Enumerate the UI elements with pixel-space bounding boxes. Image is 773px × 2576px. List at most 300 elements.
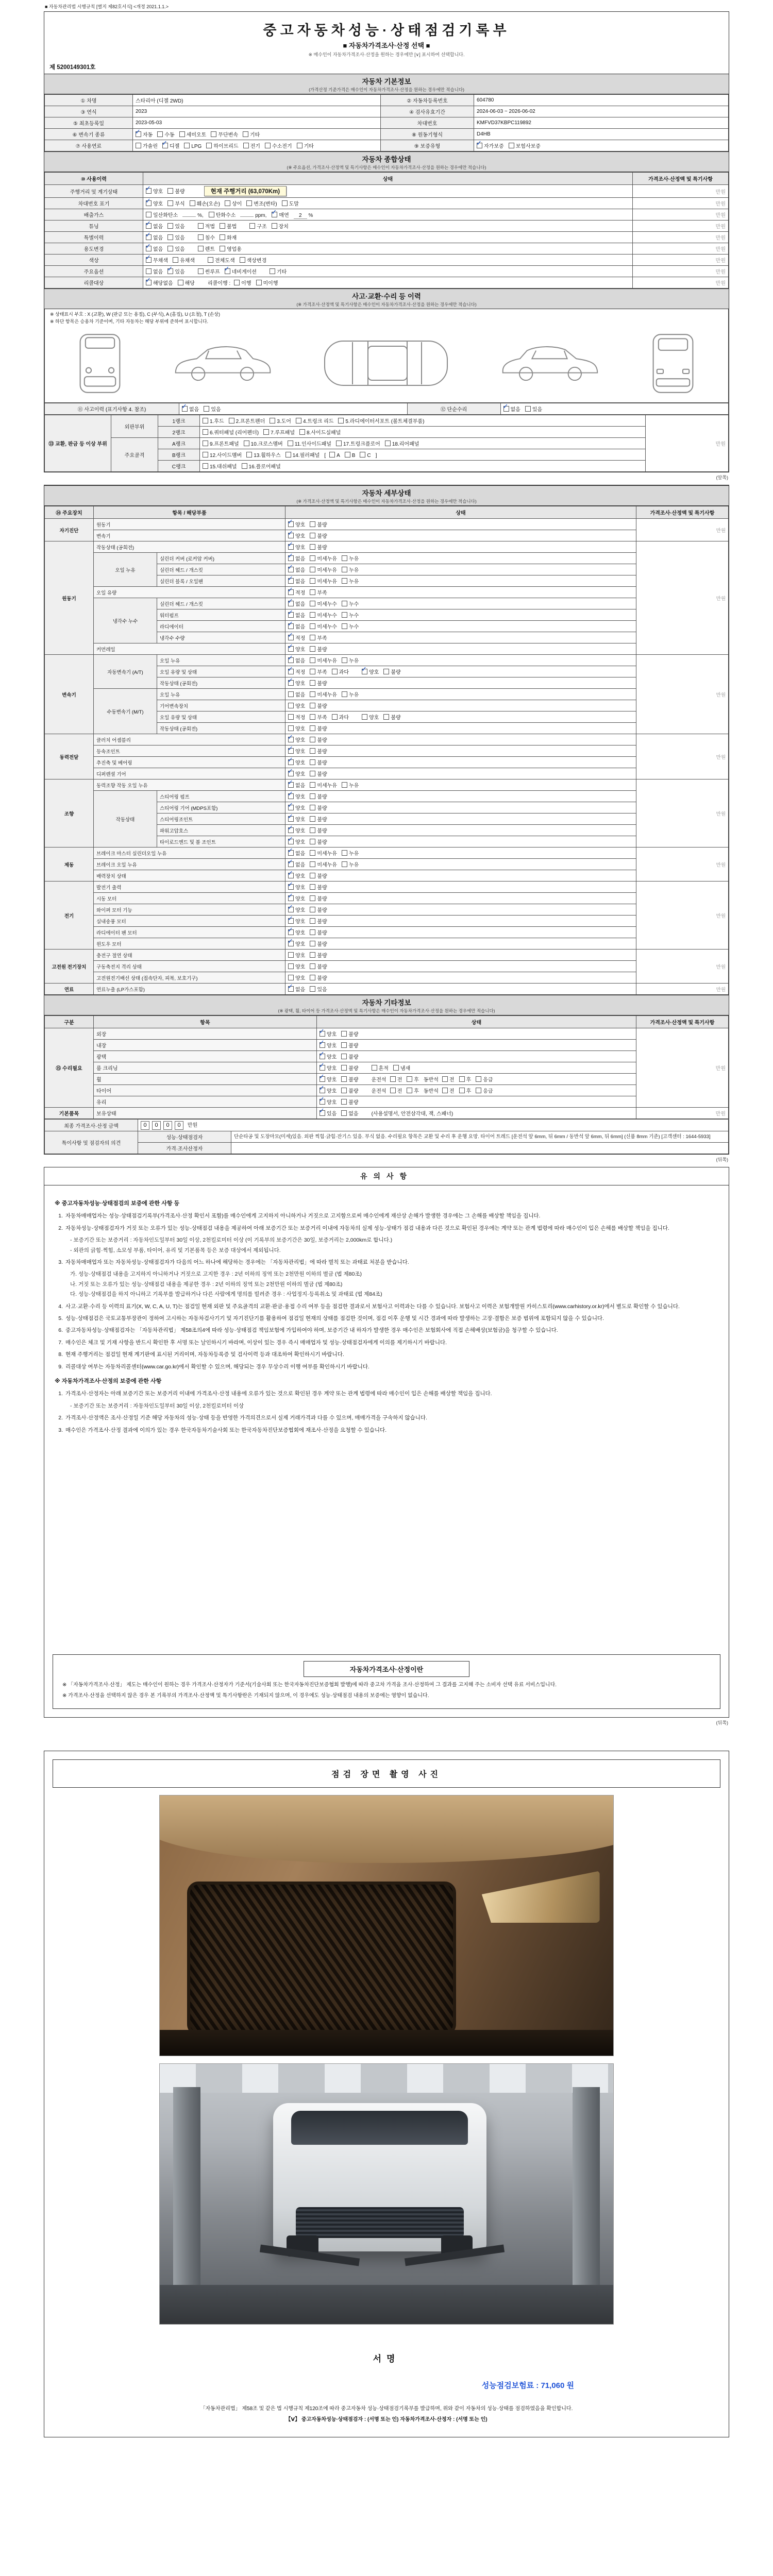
checkbox-icon[interactable]: [203, 440, 208, 446]
checkbox-icon[interactable]: [310, 986, 315, 992]
checkbox-option[interactable]: [198, 233, 215, 241]
checkbox-option[interactable]: [288, 597, 306, 607]
checkbox-option[interactable]: [310, 804, 327, 811]
checkbox-icon[interactable]: [145, 231, 152, 240]
checkbox-option[interactable]: [338, 417, 424, 425]
checkbox-icon[interactable]: [282, 200, 288, 206]
checkbox-icon[interactable]: [318, 1039, 325, 1048]
checkbox-icon[interactable]: [288, 574, 294, 584]
checkbox-icon[interactable]: [288, 914, 294, 924]
checkbox-icon[interactable]: [288, 608, 294, 618]
checkbox-option[interactable]: [342, 577, 359, 585]
checkbox-icon[interactable]: [145, 219, 152, 229]
checkbox-icon[interactable]: [288, 937, 294, 946]
checkbox-icon[interactable]: [173, 257, 178, 263]
checkbox-option[interactable]: [342, 690, 359, 698]
checkbox-option[interactable]: [288, 880, 306, 891]
checkbox-option[interactable]: [145, 276, 173, 286]
checkbox-option[interactable]: [288, 951, 305, 959]
checkbox-option[interactable]: [288, 690, 305, 698]
checkbox-icon[interactable]: [243, 131, 248, 137]
checkbox-option[interactable]: [310, 951, 327, 959]
checkbox-icon[interactable]: [372, 1065, 377, 1071]
checkbox-option[interactable]: [310, 962, 327, 970]
checkbox-option[interactable]: [342, 566, 359, 573]
checkbox-option[interactable]: [329, 452, 340, 459]
checkbox-icon[interactable]: [225, 200, 230, 206]
checkbox-icon[interactable]: [167, 265, 173, 274]
checkbox-icon[interactable]: [181, 402, 188, 412]
checkbox-icon[interactable]: [310, 895, 315, 901]
checkbox-icon[interactable]: [310, 918, 315, 924]
checkbox-option[interactable]: [157, 130, 174, 138]
checkbox-icon[interactable]: [502, 402, 509, 412]
checkbox-icon[interactable]: [244, 440, 249, 446]
checkbox-icon[interactable]: [342, 555, 347, 561]
checkbox-icon[interactable]: [167, 246, 173, 251]
checkbox-icon[interactable]: [383, 669, 389, 674]
checkbox-option[interactable]: [288, 903, 306, 913]
checkbox-icon[interactable]: [310, 601, 315, 606]
checkbox-option[interactable]: [145, 253, 168, 264]
checkbox-option[interactable]: [288, 540, 306, 551]
checkbox-option[interactable]: [310, 815, 327, 823]
checkbox-icon[interactable]: [288, 654, 294, 663]
checkbox-icon[interactable]: [310, 839, 315, 844]
checkbox-icon[interactable]: [341, 1076, 347, 1082]
checkbox-icon[interactable]: [332, 714, 338, 720]
checkbox-option[interactable]: [229, 417, 265, 425]
checkbox-icon[interactable]: [288, 540, 294, 550]
checkbox-option[interactable]: [310, 679, 327, 687]
checkbox-icon[interactable]: [390, 1076, 396, 1082]
checkbox-icon[interactable]: [310, 521, 315, 527]
checkbox-icon[interactable]: [342, 861, 347, 867]
checkbox-option[interactable]: [173, 256, 195, 264]
checkbox-icon[interactable]: [270, 268, 275, 274]
checkbox-option[interactable]: [288, 744, 306, 755]
checkbox-option[interactable]: [341, 1098, 358, 1106]
checkbox-option[interactable]: [341, 1087, 358, 1094]
checkbox-icon[interactable]: [246, 200, 252, 206]
checkbox-option[interactable]: [161, 139, 180, 149]
checkbox-option[interactable]: [310, 758, 327, 766]
checkbox-icon[interactable]: [288, 676, 294, 686]
checkbox-option[interactable]: [310, 645, 327, 653]
checkbox-icon[interactable]: [310, 873, 315, 878]
checkbox-option[interactable]: [341, 1109, 358, 1117]
checkbox-option[interactable]: [310, 611, 337, 619]
checkbox-icon[interactable]: [310, 737, 315, 742]
checkbox-icon[interactable]: [476, 1076, 481, 1082]
checkbox-option[interactable]: [320, 1109, 337, 1117]
checkbox-icon[interactable]: [310, 714, 315, 720]
checkbox-option[interactable]: [145, 219, 163, 230]
checkbox-option[interactable]: [318, 1061, 337, 1072]
checkbox-option[interactable]: [249, 222, 266, 230]
checkbox-option[interactable]: [310, 600, 337, 607]
checkbox-icon[interactable]: [318, 1084, 325, 1093]
checkbox-icon[interactable]: [310, 782, 315, 788]
checkbox-option[interactable]: [310, 577, 337, 585]
checkbox-option[interactable]: [282, 199, 299, 207]
checkbox-icon[interactable]: [341, 1042, 347, 1048]
checkbox-icon[interactable]: [345, 452, 350, 457]
checkbox-icon[interactable]: [209, 212, 214, 217]
checkbox-option[interactable]: [240, 256, 267, 264]
checkbox-icon[interactable]: [288, 440, 293, 446]
checkbox-icon[interactable]: [271, 208, 277, 217]
checkbox-icon[interactable]: [362, 714, 367, 720]
checkbox-option[interactable]: [288, 846, 306, 857]
checkbox-option[interactable]: [288, 937, 306, 947]
checkbox-icon[interactable]: [288, 778, 294, 788]
checkbox-option[interactable]: [203, 439, 239, 447]
checkbox-option[interactable]: [203, 428, 259, 436]
checkbox-icon[interactable]: [310, 816, 315, 822]
checkbox-option[interactable]: [383, 713, 400, 721]
checkbox-option[interactable]: [179, 130, 207, 138]
checkbox-icon[interactable]: [288, 801, 294, 810]
checkbox-option[interactable]: [136, 130, 153, 138]
checkbox-option[interactable]: [372, 1064, 389, 1072]
checkbox-option[interactable]: [310, 849, 337, 857]
checkbox-option[interactable]: [272, 222, 289, 230]
checkbox-option[interactable]: [310, 894, 327, 902]
checkbox-icon[interactable]: [288, 982, 294, 992]
checkbox-icon[interactable]: [288, 691, 294, 697]
checkbox-icon[interactable]: [310, 793, 315, 799]
checkbox-option[interactable]: [360, 452, 371, 459]
checkbox-icon[interactable]: [509, 143, 514, 148]
checkbox-option[interactable]: [145, 184, 163, 195]
checkbox-icon[interactable]: [145, 253, 152, 263]
checkbox-icon[interactable]: [361, 665, 367, 674]
checkbox-option[interactable]: [288, 962, 305, 970]
checkbox-option[interactable]: [190, 199, 220, 207]
checkbox-icon[interactable]: [288, 703, 294, 708]
checkbox-icon[interactable]: [256, 280, 262, 285]
checkbox-icon[interactable]: [310, 544, 315, 550]
checkbox-option[interactable]: [288, 656, 305, 664]
checkbox-icon[interactable]: [288, 725, 294, 731]
checkbox-icon[interactable]: [310, 975, 315, 980]
checkbox-icon[interactable]: [310, 963, 315, 969]
checkbox-icon[interactable]: [145, 184, 152, 194]
checkbox-icon[interactable]: [145, 197, 152, 206]
checkbox-option[interactable]: [342, 860, 359, 868]
checkbox-option[interactable]: [288, 982, 306, 993]
checkbox-option[interactable]: [288, 563, 306, 573]
checkbox-option[interactable]: [288, 529, 306, 539]
checkbox-icon[interactable]: [265, 143, 271, 148]
checkbox-option[interactable]: [181, 402, 199, 413]
checkbox-icon[interactable]: [297, 143, 303, 148]
checkbox-option[interactable]: [288, 439, 331, 447]
checkbox-option[interactable]: [320, 1041, 337, 1049]
checkbox-option[interactable]: [288, 702, 305, 709]
checkbox-icon[interactable]: [179, 131, 185, 137]
checkbox-option[interactable]: [310, 713, 327, 721]
checkbox-option[interactable]: [243, 130, 260, 138]
checkbox-option[interactable]: [361, 665, 379, 675]
checkbox-icon[interactable]: [178, 280, 183, 285]
checkbox-icon[interactable]: [310, 884, 315, 890]
checkbox-option[interactable]: [288, 894, 305, 902]
checkbox-icon[interactable]: [342, 601, 347, 606]
checkbox-icon[interactable]: [288, 858, 294, 867]
checkbox-option[interactable]: [332, 668, 349, 675]
checkbox-option[interactable]: [342, 600, 359, 607]
checkbox-option[interactable]: [310, 928, 327, 936]
checkbox-icon[interactable]: [338, 418, 344, 423]
checkbox-icon[interactable]: [288, 790, 294, 799]
checkbox-option[interactable]: [390, 1087, 402, 1094]
checkbox-icon[interactable]: [318, 1061, 325, 1071]
checkbox-option[interactable]: [288, 801, 306, 811]
checkbox-option[interactable]: [288, 733, 306, 743]
checkbox-icon[interactable]: [288, 714, 294, 720]
checkbox-option[interactable]: [310, 747, 327, 755]
checkbox-option[interactable]: [310, 532, 327, 539]
checkbox-option[interactable]: [263, 428, 295, 436]
checkbox-icon[interactable]: [341, 1110, 347, 1116]
checkbox-icon[interactable]: [383, 714, 389, 720]
checkbox-icon[interactable]: [341, 1099, 347, 1105]
checkbox-option[interactable]: [211, 130, 238, 138]
checkbox-option[interactable]: [203, 451, 242, 459]
checkbox-icon[interactable]: [136, 143, 141, 148]
checkbox-option[interactable]: [288, 520, 305, 528]
checkbox-icon[interactable]: [288, 733, 294, 742]
checkbox-option[interactable]: [310, 724, 327, 732]
checkbox-option[interactable]: [310, 566, 337, 573]
checkbox-icon[interactable]: [310, 759, 315, 765]
checkbox-option[interactable]: [206, 142, 238, 149]
checkbox-icon[interactable]: [342, 782, 347, 788]
checkbox-option[interactable]: [288, 622, 305, 630]
checkbox-option[interactable]: [146, 267, 163, 275]
checkbox-icon[interactable]: [288, 631, 294, 640]
checkbox-option[interactable]: [310, 906, 327, 913]
checkbox-icon[interactable]: [145, 276, 152, 285]
checkbox-icon[interactable]: [310, 589, 315, 595]
checkbox-option[interactable]: [476, 1075, 493, 1083]
checkbox-option[interactable]: [288, 676, 306, 687]
checkbox-option[interactable]: [242, 462, 281, 470]
checkbox-icon[interactable]: [190, 200, 195, 206]
checkbox-option[interactable]: [146, 233, 163, 241]
checkbox-option[interactable]: [243, 142, 260, 149]
checkbox-option[interactable]: [320, 1075, 337, 1083]
checkbox-option[interactable]: [310, 781, 337, 789]
checkbox-option[interactable]: [288, 713, 305, 721]
checkbox-icon[interactable]: [263, 429, 269, 435]
checkbox-icon[interactable]: [288, 880, 294, 890]
checkbox-icon[interactable]: [288, 563, 294, 572]
checkbox-icon[interactable]: [240, 257, 245, 263]
checkbox-option[interactable]: [310, 634, 327, 641]
checkbox-icon[interactable]: [310, 952, 315, 958]
checkbox-icon[interactable]: [288, 926, 294, 935]
checkbox-option[interactable]: [285, 451, 320, 459]
checkbox-option[interactable]: [288, 928, 305, 936]
checkbox-icon[interactable]: [310, 555, 315, 561]
checkbox-option[interactable]: [167, 267, 184, 275]
checkbox-icon[interactable]: [208, 257, 213, 263]
checkbox-icon[interactable]: [288, 869, 294, 878]
checkbox-icon[interactable]: [342, 691, 347, 697]
checkbox-icon[interactable]: [525, 406, 531, 412]
checkbox-option[interactable]: [198, 222, 215, 230]
checkbox-icon[interactable]: [318, 1107, 325, 1116]
checkbox-icon[interactable]: [288, 767, 294, 776]
checkbox-option[interactable]: [288, 914, 306, 925]
checkbox-option[interactable]: [345, 452, 356, 459]
checkbox-icon[interactable]: [288, 744, 294, 754]
checkbox-option[interactable]: [310, 883, 327, 891]
checkbox-icon[interactable]: [167, 234, 173, 240]
checkbox-icon[interactable]: [390, 1088, 396, 1093]
checkbox-option[interactable]: [184, 143, 201, 149]
checkbox-icon[interactable]: [167, 223, 173, 229]
checkbox-icon[interactable]: [167, 188, 173, 194]
checkbox-option[interactable]: [198, 245, 215, 252]
checkbox-icon[interactable]: [310, 748, 315, 754]
checkbox-icon[interactable]: [288, 975, 294, 980]
checkbox-option[interactable]: [393, 1064, 410, 1072]
checkbox-icon[interactable]: [288, 812, 294, 822]
checkbox-option[interactable]: [288, 758, 305, 766]
checkbox-option[interactable]: [288, 835, 306, 845]
checkbox-option[interactable]: [145, 242, 163, 252]
checkbox-option[interactable]: [310, 588, 327, 596]
checkbox-icon[interactable]: [203, 418, 208, 423]
checkbox-icon[interactable]: [198, 268, 204, 274]
checkbox-icon[interactable]: [310, 657, 315, 663]
checkbox-option[interactable]: [310, 520, 327, 528]
checkbox-option[interactable]: [244, 439, 283, 447]
checkbox-icon[interactable]: [341, 1054, 347, 1059]
checkbox-icon[interactable]: [310, 771, 315, 776]
checkbox-icon[interactable]: [310, 929, 315, 935]
checkbox-icon[interactable]: [341, 1088, 347, 1093]
checkbox-option[interactable]: [167, 222, 184, 230]
checkbox-option[interactable]: [288, 778, 306, 789]
checkbox-option[interactable]: [476, 1087, 493, 1094]
checkbox-option[interactable]: [442, 1087, 455, 1094]
checkbox-option[interactable]: [204, 405, 221, 413]
checkbox-icon[interactable]: [442, 1076, 448, 1082]
checkbox-option[interactable]: [442, 1075, 455, 1083]
checkbox-icon[interactable]: [310, 669, 315, 674]
checkbox-option[interactable]: [509, 142, 541, 149]
checkbox-option[interactable]: [270, 267, 287, 275]
checkbox-option[interactable]: [341, 1053, 358, 1060]
checkbox-icon[interactable]: [310, 623, 315, 629]
checkbox-icon[interactable]: [407, 1088, 412, 1093]
checkbox-option[interactable]: [318, 1084, 337, 1094]
checkbox-icon[interactable]: [296, 418, 301, 423]
checkbox-option[interactable]: [342, 781, 359, 789]
checkbox-icon[interactable]: [288, 665, 294, 674]
checkbox-option[interactable]: [288, 608, 306, 619]
checkbox-icon[interactable]: [310, 567, 315, 572]
checkbox-icon[interactable]: [198, 223, 204, 229]
checkbox-icon[interactable]: [285, 452, 291, 457]
checkbox-icon[interactable]: [246, 452, 252, 457]
checkbox-icon[interactable]: [203, 452, 208, 457]
checkbox-icon[interactable]: [272, 223, 277, 229]
checkbox-icon[interactable]: [167, 200, 173, 206]
checkbox-icon[interactable]: [360, 452, 365, 457]
checkbox-option[interactable]: [136, 142, 158, 149]
checkbox-icon[interactable]: [206, 143, 212, 148]
checkbox-icon[interactable]: [288, 824, 294, 833]
checkbox-icon[interactable]: [288, 586, 294, 595]
checkbox-option[interactable]: [341, 1064, 358, 1072]
checkbox-option[interactable]: [459, 1087, 472, 1094]
checkbox-option[interactable]: [342, 622, 359, 630]
checkbox-icon[interactable]: [310, 861, 315, 867]
checkbox-option[interactable]: [288, 665, 306, 675]
checkbox-icon[interactable]: [220, 246, 225, 251]
checkbox-option[interactable]: [336, 439, 380, 447]
checkbox-option[interactable]: [310, 656, 337, 664]
checkbox-option[interactable]: [299, 428, 341, 436]
checkbox-icon[interactable]: [310, 691, 315, 697]
checkbox-option[interactable]: [525, 405, 542, 413]
checkbox-icon[interactable]: [342, 612, 347, 618]
checkbox-option[interactable]: [383, 668, 400, 675]
checkbox-icon[interactable]: [336, 440, 342, 446]
checkbox-icon[interactable]: [203, 429, 208, 435]
checkbox-option[interactable]: [310, 668, 327, 675]
checkbox-option[interactable]: [341, 1030, 358, 1038]
checkbox-option[interactable]: [390, 1075, 402, 1083]
checkbox-option[interactable]: [225, 267, 257, 275]
checkbox-icon[interactable]: [288, 552, 294, 561]
checkbox-icon[interactable]: [220, 234, 225, 240]
checkbox-option[interactable]: [256, 279, 278, 286]
checkbox-icon[interactable]: [157, 131, 163, 137]
checkbox-option[interactable]: [407, 1087, 419, 1094]
checkbox-option[interactable]: [385, 439, 419, 447]
checkbox-icon[interactable]: [288, 756, 294, 765]
checkbox-option[interactable]: [220, 222, 237, 230]
checkbox-option[interactable]: [341, 1075, 358, 1083]
checkbox-icon[interactable]: [342, 567, 347, 572]
checkbox-icon[interactable]: [310, 827, 315, 833]
checkbox-icon[interactable]: [310, 680, 315, 686]
checkbox-icon[interactable]: [341, 1031, 347, 1037]
checkbox-option[interactable]: [310, 792, 327, 800]
checkbox-option[interactable]: [209, 211, 236, 218]
checkbox-icon[interactable]: [310, 635, 315, 640]
checkbox-icon[interactable]: [288, 529, 294, 538]
checkbox-icon[interactable]: [476, 139, 482, 148]
checkbox-option[interactable]: [310, 736, 327, 743]
checkbox-option[interactable]: [318, 1095, 337, 1106]
checkbox-option[interactable]: [208, 256, 235, 264]
checkbox-icon[interactable]: [229, 418, 234, 423]
checkbox-option[interactable]: [288, 631, 306, 641]
checkbox-option[interactable]: [341, 1041, 358, 1049]
checkbox-option[interactable]: [310, 838, 327, 845]
checkbox-option[interactable]: [288, 574, 306, 585]
checkbox-icon[interactable]: [407, 1076, 412, 1082]
checkbox-icon[interactable]: [224, 265, 230, 274]
